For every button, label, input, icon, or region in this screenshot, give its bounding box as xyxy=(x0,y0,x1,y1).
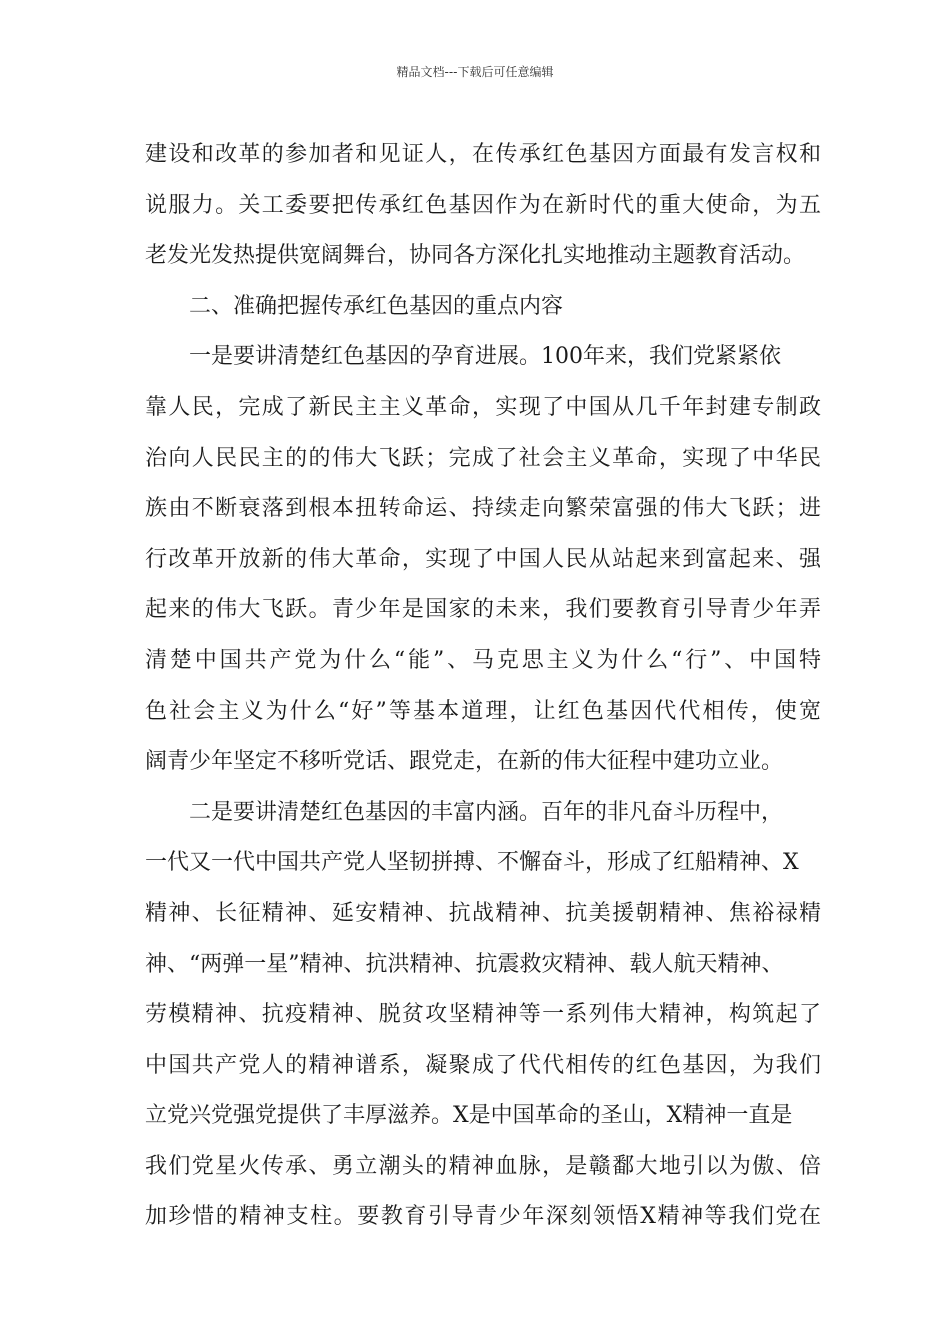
text-line: 建设和改革的参加者和见证人，在传承红色基因方面最有发言权和 xyxy=(145,142,821,167)
text-line: 治向人民民主的的伟大飞跃；完成了社会主义革命，实现了中华民 xyxy=(145,445,821,471)
text-line: 起来的伟大飞跃。青少年是国家的未来，我们要教育引导青少年弄 xyxy=(145,597,821,623)
text-line: 阔青少年坚定不移听党话、跟党走，在新的伟大征程中建功立业。 xyxy=(145,749,784,775)
text-line: 中国共产党人的精神谱系，凝聚成了代代相传的红色基因，为我们 xyxy=(145,1052,821,1078)
text-line: 老发光发热提供宽阔舞台，协同各方深化扎实地推动主题教育活动。 xyxy=(145,243,806,269)
text-line: 一代又一代中国共产党人坚韧拼搏、不懈奋斗，形成了红船精神、X xyxy=(145,850,799,876)
text-line: 劳模精神、抗疫精神、脱贫攻坚精神等一系列伟大精神，构筑起了 xyxy=(145,1002,821,1028)
page-header: 精品文档---下载后可任意编辑 xyxy=(396,65,554,79)
text-line: 清楚中国共产党为什么“能”、马克思主义为什么“行”、中国特 xyxy=(145,647,821,673)
text-line: 立党兴党强党提供了丰厚滋养。X是中国革命的圣山，X精神一直是 xyxy=(145,1103,793,1129)
text-line: 族由不断衰落到根本扭转命运、持续走向繁荣富强的伟大飞跃；进 xyxy=(145,496,821,522)
text-line: 二是要讲清楚红色基因的丰富内涵。百年的非凡奋斗历程中， xyxy=(189,799,784,825)
text-line: 加珍惜的精神支柱。要教育引导青少年深刻领悟X精神等我们党在 xyxy=(145,1204,821,1230)
text-line: 行改革开放新的伟大革命，实现了中国人民从站起来到富起来、强 xyxy=(145,546,821,572)
text-line: 色社会主义为什么“好”等基本道理，让红色基因代代相传，使宽 xyxy=(145,698,821,724)
text-line: 精神、长征精神、延安精神、抗战精神、抗美援朝精神、焦裕禄精 xyxy=(145,900,821,926)
text-line: 靠人民，完成了新民主主义革命，实现了中国从几千年封建专制政 xyxy=(145,394,821,420)
section-heading: 二、准确把握传承红色基因的重点内容 xyxy=(189,293,564,319)
text-line: 说服力。关工委要把传承红色基因作为在新时代的重大使命，为五 xyxy=(145,192,821,218)
text-line: 神、“两弹一星”精神、抗洪精神、抗震救灾精神、载人航天精神、 xyxy=(145,951,784,977)
text-line: 我们党星火传承、勇立潮头的精神血脉，是赣鄱大地引以为傲、倍 xyxy=(145,1153,821,1179)
text-line: 一是要讲清楚红色基因的孕育进展。100年来，我们党紧紧依 xyxy=(189,344,781,370)
document-body xyxy=(145,130,821,1243)
